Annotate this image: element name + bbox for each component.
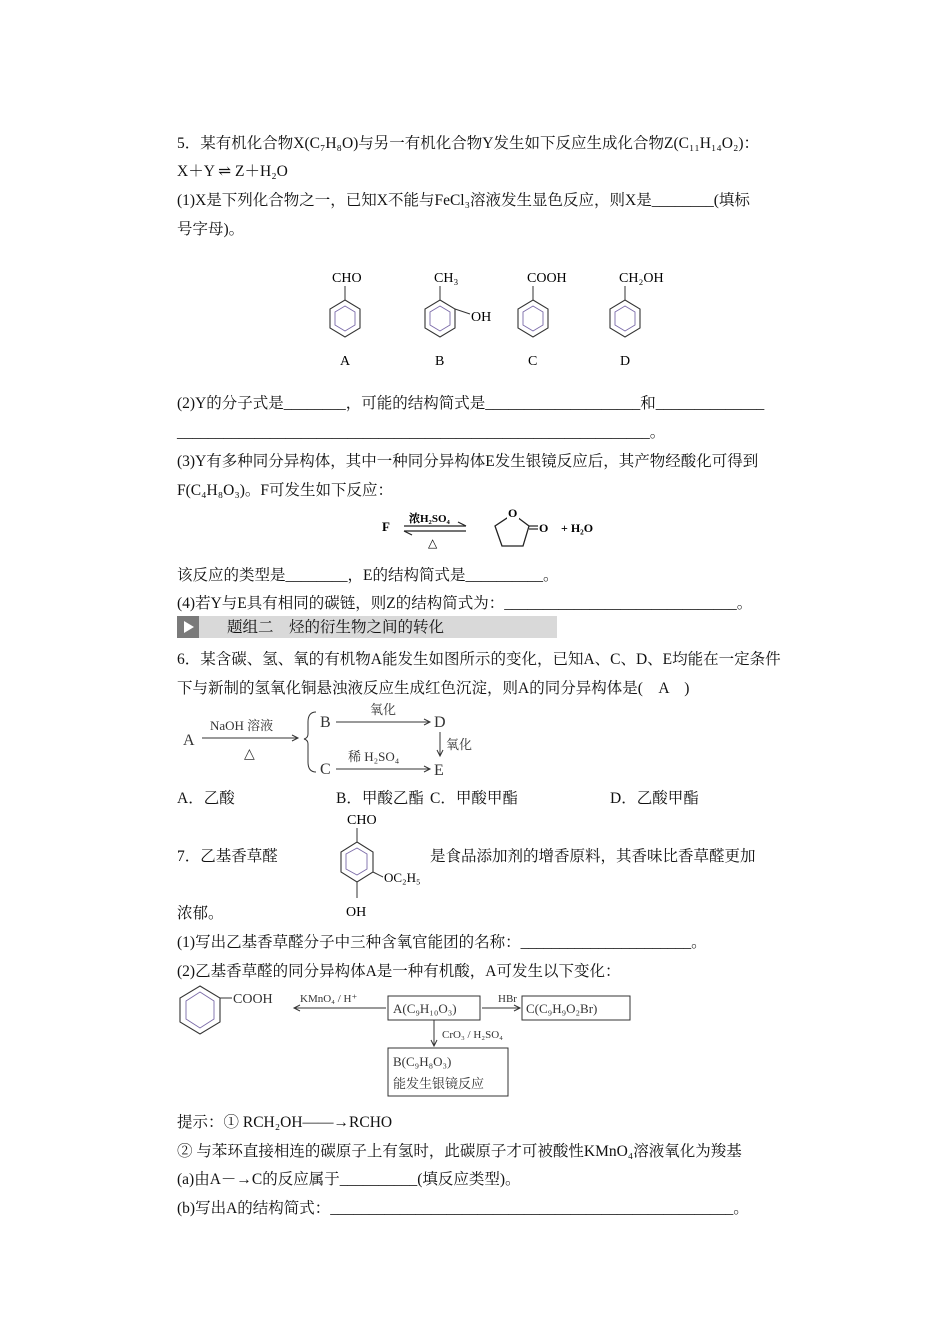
rx3-cond-top: 浓H₂SO₄ xyxy=(409,513,450,525)
section-header xyxy=(177,616,557,638)
q6-cond-dilute: 稀 H₂SO₄ xyxy=(348,749,400,764)
option-b-structure xyxy=(425,271,491,369)
option-d-group: CH₂OH xyxy=(619,271,664,286)
q6-scheme xyxy=(180,698,500,782)
rx3-plus-water: + H₂O xyxy=(561,521,594,535)
cond-kmno4: KMnO₄ / H⁺ xyxy=(300,993,358,1005)
option-a-group: CHO xyxy=(332,271,362,286)
q5-reaction: X＋Y ⇌ Z＋H₂O xyxy=(177,163,288,180)
q6-node-b: B xyxy=(320,714,331,731)
q6-option-c: C．甲酸甲酯 xyxy=(430,790,518,807)
q5-part1-line2: 号字母)。 xyxy=(177,221,245,238)
option-b-label: B xyxy=(435,354,445,369)
q5-part2-line2: _____________________________________________________________。 xyxy=(177,424,666,441)
q5-part3-line1: (3)Y有多种同分异构体，其中一种同分异构体E发生银镜反应后，其产物经酸化可得到 xyxy=(177,453,759,470)
q6-ox-label-1: 氧化 xyxy=(370,702,397,717)
benzoic-cooh: COOH xyxy=(233,992,273,1007)
q6-node-c: C xyxy=(320,761,331,778)
rx3-ring-o: O xyxy=(508,506,518,520)
option-c-label: C xyxy=(528,354,538,369)
q6-node-d: D xyxy=(434,714,446,731)
q5-options-figure xyxy=(300,262,720,374)
q6-cond-heat: △ xyxy=(244,747,255,762)
b-box-formula: B(C₉H₈O₃) xyxy=(393,1054,452,1069)
q7-stem-line1-a: 7．乙基香草醛 xyxy=(177,848,278,865)
q7-part-b: (b)写出A的结构简式：____________________________________________________。 xyxy=(177,1200,749,1217)
q6-cond-naoh: NaOH 溶液 xyxy=(210,718,274,733)
q6-option-b: B．甲酸乙酯 xyxy=(336,790,424,807)
q5-part2-line1: (2)Y的分子式是________，可能的结构简式是____________________和______________ xyxy=(177,395,765,412)
q5-lactone-reaction xyxy=(378,502,608,558)
q6-node-a: A xyxy=(183,732,195,749)
q5-part4: (4)若Y与E具有相同的碳链，则Z的结构简式为：______________________________。 xyxy=(177,595,753,612)
c-box-label: C(C₉H₉O₂Br) xyxy=(526,1001,598,1016)
q5-stem: 5．某有机化合物X(C₇H₈O)与另一有机化合物Y发生如下反应生成化合物Z(C₁₁H₁₄O₂)： xyxy=(177,135,760,152)
q7-stem-line2: 浓郁。 xyxy=(177,905,224,922)
cond-cro3: CrO₃ / H₂SO₄ xyxy=(442,1029,504,1041)
q5-part3-line3: 该反应的类型是________，E的结构简式是__________。 xyxy=(177,567,559,584)
ethyl-vanillin-structure xyxy=(315,806,435,926)
q7-part2: (2)乙基香草醛的同分异构体A是一种有机酸，A可发生以下变化： xyxy=(177,963,621,980)
vanillin-oet: OC₂H₅ xyxy=(384,870,421,885)
cond-hbr: HBr xyxy=(498,993,517,1005)
option-a-label: A xyxy=(340,354,351,369)
rx3-left: F xyxy=(382,519,390,534)
q7-hint2: ② 与苯环直接相连的碳原子上有氢时，此碳原子才可被酸性KMnO₄溶液氧化为羧基 xyxy=(177,1143,742,1160)
b-box-note: 能发生银镜反应 xyxy=(393,1076,485,1091)
q6-ox-label-2: 氧化 xyxy=(446,737,473,752)
q7-stem-line1-b: 是食品添加剂的增香原料，其香味比香草醛更加 xyxy=(430,848,756,865)
rx3-cond-bottom: △ xyxy=(428,536,438,550)
rx3-carbonyl-o: O xyxy=(539,521,549,535)
vanillin-oh: OH xyxy=(346,905,367,920)
q7-part1: (1)写出乙基香草醛分子中三种含氧官能团的名称：______________________。 xyxy=(177,934,707,951)
q5-part1-line1: (1)X是下列化合物之一，已知X不能与FeCl₃溶液发生显色反应，则X是________(填标 xyxy=(177,192,750,209)
option-d-structure xyxy=(610,271,664,369)
q7-part-a: (a)由A－→C的反应属于__________(填反应类型)。 xyxy=(177,1171,521,1188)
option-c-structure xyxy=(518,271,567,369)
option-a-structure xyxy=(330,271,362,369)
q7-hint1: 提示：① RCH₂OH——→RCHO xyxy=(177,1114,393,1131)
option-b-group: CH₃ xyxy=(434,271,459,286)
option-d-label: D xyxy=(620,354,631,369)
q6-option-d: D．乙酸甲酯 xyxy=(610,790,699,807)
q5-part3-line2: F(C₄H₈O₃)。F可发生如下反应： xyxy=(177,482,394,499)
vanillin-cho: CHO xyxy=(347,813,377,828)
option-c-group: COOH xyxy=(527,271,567,286)
section-title: 题组二 烃的衍生物之间的转化 xyxy=(227,618,445,636)
option-b-oh: OH xyxy=(471,310,492,325)
play-arrow-icon xyxy=(177,616,199,638)
q6-option-a: A．乙酸 xyxy=(177,790,235,807)
q7-scheme xyxy=(176,982,646,1104)
q6-node-e: E xyxy=(434,762,444,779)
q6-stem-line1: 6．某含碳、氢、氧的有机物A能发生如图所示的变化，已知A、C、D、E均能在一定条件 xyxy=(177,651,781,668)
q6-stem-line2: 下与新制的氢氧化铜悬浊液反应生成红色沉淀，则A的同分异构体是( A ) xyxy=(177,680,690,697)
a-box-label: A(C₉H₁₀O₃) xyxy=(393,1001,457,1016)
